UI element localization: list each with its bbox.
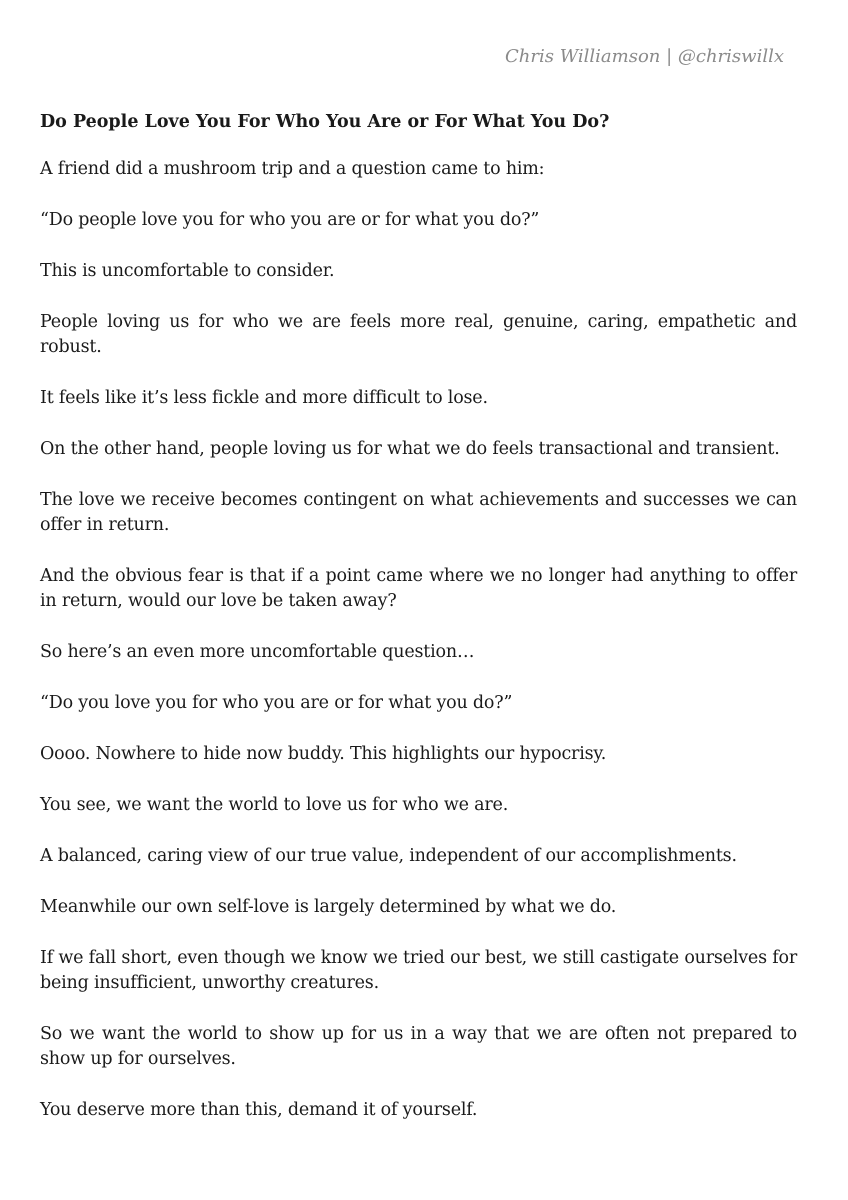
paragraph: And the obvious fear is that if a point came where we no longer had anything to offer in return, would our love be taken away? (40, 566, 797, 611)
article-title: Do People Love You For Who You Are or For What You Do? (40, 112, 610, 132)
author-byline: Chris Williamson | @chriswillx (505, 46, 784, 67)
paragraph: On the other hand, people loving us for what we do feels transactional and transient. (40, 439, 780, 459)
paragraph: A friend did a mushroom trip and a question came to him: (40, 159, 545, 179)
paragraph: The love we receive becomes contingent on what achievements and successes we can offer in return. (40, 490, 797, 535)
paragraph: Meanwhile our own self-love is largely determined by what we do. (40, 897, 617, 917)
paragraph: “Do people love you for who you are or for what you do?” (40, 210, 540, 230)
paragraph: You see, we want the world to love us for who we are. (40, 795, 509, 815)
paragraph: This is uncomfortable to consider. (40, 261, 335, 281)
paragraph: So here’s an even more uncomfortable question… (40, 642, 475, 662)
paragraph: If we fall short, even though we know we tried our best, we still castigate ourselves for being insufficient, unworthy creatures. (40, 948, 797, 993)
paragraph: “Do you love you for who you are or for what you do?” (40, 693, 513, 713)
paragraph: So we want the world to show up for us in a way that we are often not prepared to show up for ourselves. (40, 1024, 797, 1069)
paragraph: Oooo. Nowhere to hide now buddy. This highlights our hypocrisy. (40, 744, 607, 764)
paragraph: It feels like it’s less fickle and more difficult to lose. (40, 388, 488, 408)
paragraph: A balanced, caring view of our true value, independent of our accomplishments. (40, 846, 737, 866)
article-body (40, 110, 797, 1123)
paragraph: You deserve more than this, demand it of yourself. (40, 1100, 478, 1120)
paragraph: People loving us for who we are feels more real, genuine, caring, empathetic and robust. (40, 312, 797, 357)
